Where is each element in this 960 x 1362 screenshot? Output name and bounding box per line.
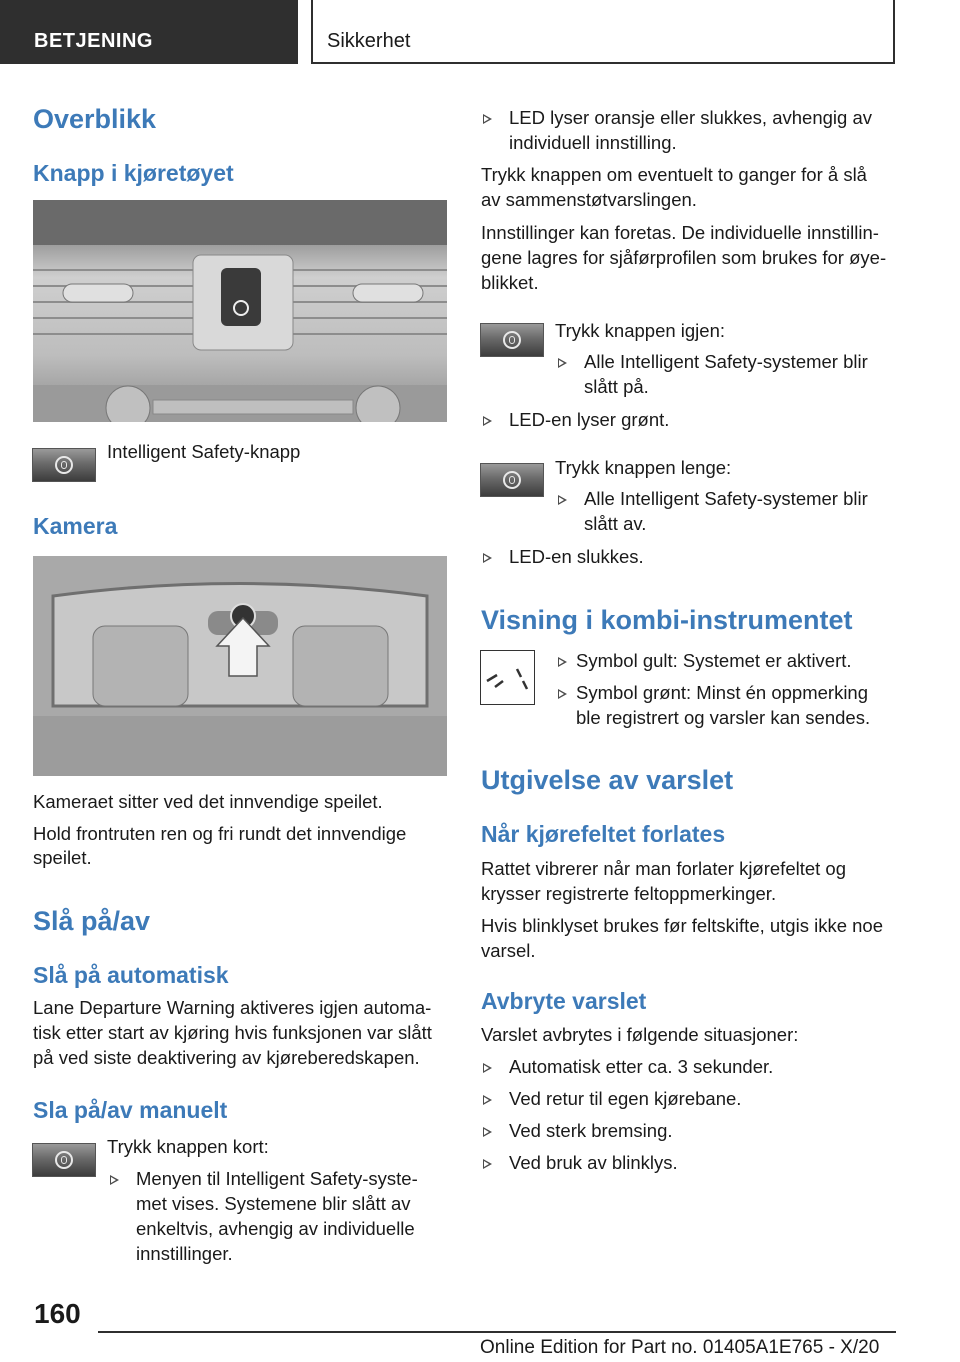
kort-text: Trykk knappen kort: [107,1136,269,1157]
igjen-text: Trykk knappen igjen: [555,320,726,341]
p1-line-a: Trykk knappen om eventuelt to ganger for å slå [481,164,867,185]
heading-manuelt: Sla på/av manuelt [33,1097,228,1123]
button-caption: Intelligent Safety-knapp [107,441,301,462]
safety-button-icon [32,448,96,482]
heading-avbryte: Avbryte varslet [481,988,647,1014]
igjen-bullet-2: slått på. [584,376,649,397]
bullet-icon [483,1127,492,1137]
bullet-icon [558,495,567,505]
lenge-bullet-1: Alle Intelligent Safety-systemer blir [584,488,868,509]
bullet-icon [483,1063,492,1073]
p2-line-a: Innstillinger kan foretas. De individuelle innstillin‐ [481,222,879,243]
bullet-icon [483,1095,492,1105]
led-text-1b: individuell innstilling. [509,132,677,153]
safety-button-icon [480,463,544,497]
header-subsection-label: Sikkerhet [327,30,411,52]
led-slukkes-text: LED-en slukkes. [509,546,644,567]
heading-slaa-paa-av: Slå på/av [33,906,151,936]
page-number: 160 [34,1298,81,1329]
naar-text-1b: krysser registrerte feltoppmerkinger. [481,883,777,904]
kamera-text-2b: speilet. [33,847,92,868]
led-text-1a: LED lyser oransje eller slukkes, avhengig av [509,107,872,128]
led-gron-text: LED-en lyser grønt. [509,409,670,430]
bullet-icon [483,1159,492,1169]
heading-visning: Visning i kombi-instrumentet [481,605,853,635]
avbryte-item-3: Ved sterk bremsing. [509,1120,673,1141]
heading-naar-kjorefeltet: Når kjørefeltet forlates [481,821,726,847]
footer-edition: Online Edition for Part no. 01405A1E765 - X/20 [480,1337,880,1358]
bullet-icon [483,553,492,563]
lenge-bullet-2: slått av. [584,513,647,534]
kort-bullet-4: innstillinger. [136,1243,233,1264]
heading-automatisk: Slå på automatisk [33,962,229,988]
lenge-text: Trykk knappen lenge: [555,457,732,478]
kamera-text-2a: Hold frontruten ren og fri rundt det innvendige [33,823,407,844]
footer-rule [98,1331,896,1333]
p2-line-c: blikket. [481,272,539,293]
lane-departure-icon [480,650,535,705]
auto-text-1: Lane Departure Warning aktiveres igjen automa‐ [33,997,432,1018]
safety-button-icon [480,323,544,357]
p1-line-b: av sammenstøtvarslingen. [481,189,697,210]
avbryte-item-2: Ved retur til egen kjørebane. [509,1088,742,1109]
naar-text-2b: varsel. [481,940,536,961]
symbol-green-text-a: Symbol grønt: Minst én oppmerking [576,682,869,703]
safety-button-icon [32,1143,96,1177]
auto-text-3: på ved siste deaktivering av kjøreberedskapen. [33,1047,420,1068]
avbryte-item-4: Ved bruk av blinklys. [509,1152,678,1173]
avbryte-intro: Varslet avbrytes i følgende situasjoner: [481,1024,799,1045]
kort-bullet-2: met vises. Systemene blir slått av [136,1193,411,1214]
dashboard-button-photo [33,200,447,422]
kamera-text-1: Kameraet sitter ved det innvendige speilet. [33,791,383,812]
symbol-yellow-text: Symbol gult: Systemet er aktivert. [576,650,852,671]
bullet-icon [110,1175,119,1185]
heading-overblikk: Overblikk [33,104,157,134]
camera-location-photo [33,556,447,776]
kort-bullet-3: enkeltvis, avhengig av individuelle [136,1218,415,1239]
symbol-green-text-b: ble registrert og varsler kan sendes. [576,707,871,728]
avbryte-item-1: Automatisk etter ca. 3 sekunder. [509,1056,774,1077]
bullet-icon [483,416,492,426]
kort-bullet-1: Menyen til Intelligent Safety-syste‐ [136,1168,418,1189]
auto-text-2: tisk etter start av kjøring hvis funksjonen var slått [33,1022,432,1043]
bullet-icon [558,657,567,667]
igjen-bullet-1: Alle Intelligent Safety-systemer blir [584,351,868,372]
heading-utgivelse: Utgivelse av varslet [481,765,734,795]
naar-text-2a: Hvis blinklyset brukes før feltskifte, utgis ikke noe [481,915,884,936]
bullet-icon [558,689,567,699]
naar-text-1a: Rattet vibrerer når man forlater kjørefeltet og [481,858,847,879]
bullet-icon [558,358,567,368]
p2-line-b: gene lagres for sjåførprofilen som brukes for øye‐ [481,247,887,268]
heading-knapp: Knapp i kjøretøyet [33,160,234,186]
heading-kamera: Kamera [33,513,118,539]
bullet-icon [483,114,492,124]
header-section-label: BETJENING [34,30,153,52]
